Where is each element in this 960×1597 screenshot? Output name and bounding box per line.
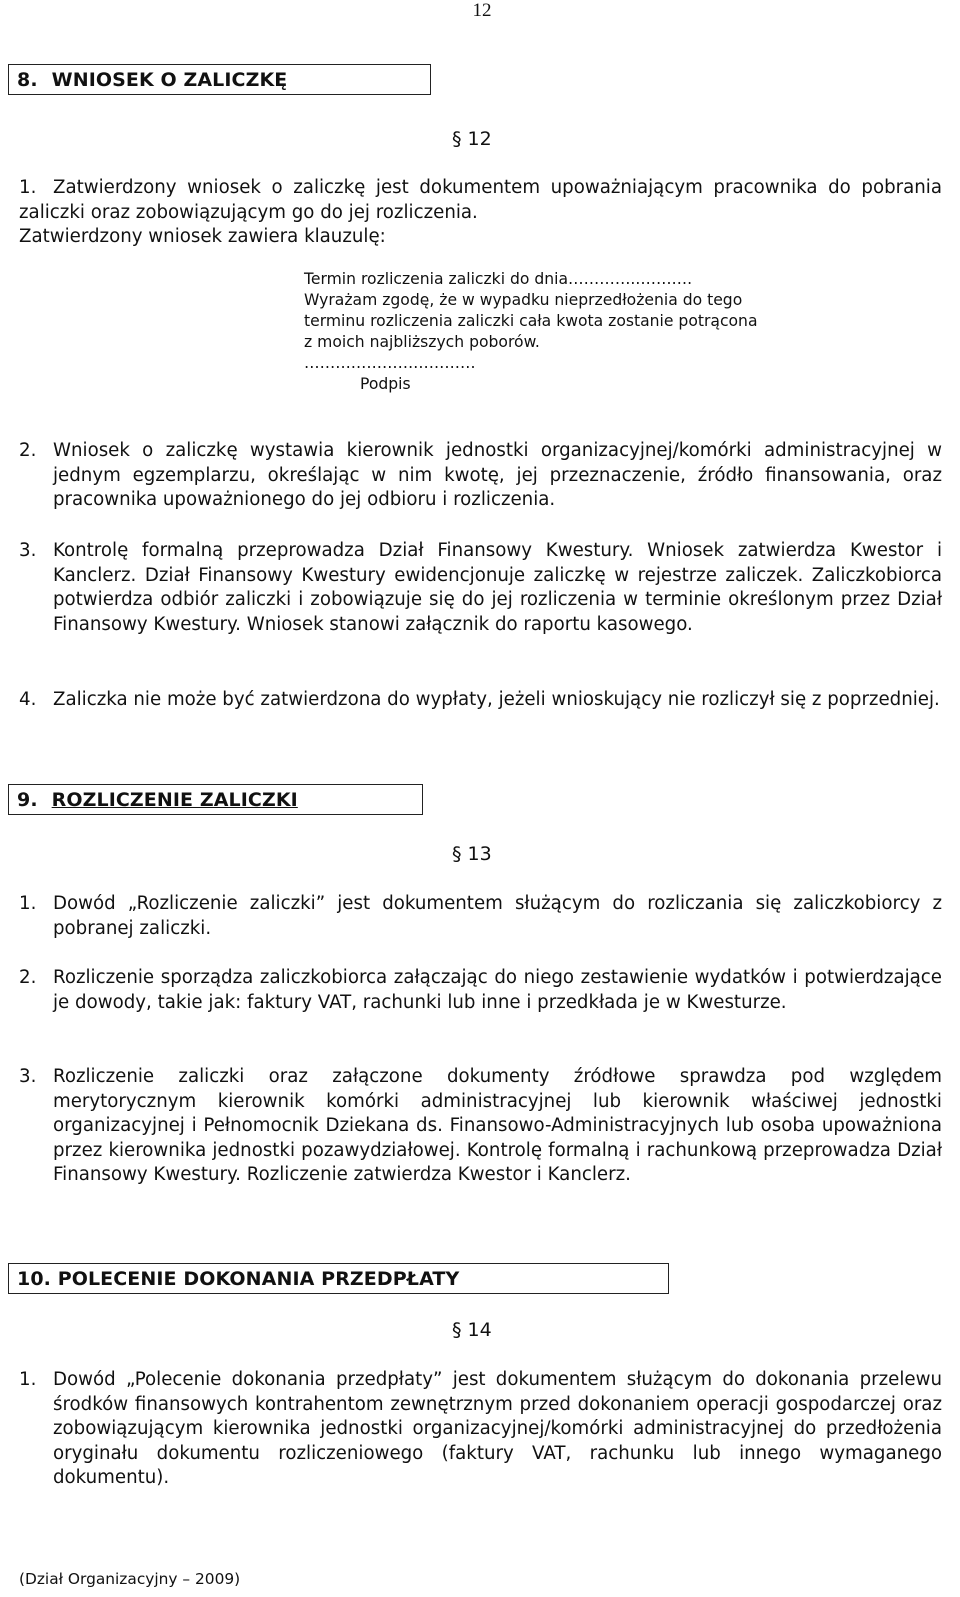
item-text: Zatwierdzony wniosek o zaliczkę jest dokumentem upoważniającym pracownika do pobrania zaliczki oraz zobowiązującym go do jej rozliczenia. [19,177,942,223]
section-8-item-1 [19,176,942,250]
item-number: 1. [19,1369,37,1390]
section-9-paragraph: § 13 [452,843,492,865]
section-8-number: 8. [17,69,38,91]
section-9-number: 9. [17,789,38,811]
item-number: 2. [19,440,37,461]
section-8-header [8,64,431,95]
section-8-title: WNIOSEK O ZALICZKĘ [51,69,288,91]
section-8-item-2 [19,439,942,513]
clause-box [304,269,758,395]
clause-line-3: terminu rozliczenia zaliczki cała kwota zostanie potrącona [304,312,758,330]
item-text: Dowód „Rozliczenie zaliczki” jest dokumentem służącym do rozliczania się zaliczkobiorcy z pobranej zaliczki. [53,893,942,939]
clause-signature-dots: …………………………… [304,354,476,372]
section-8-paragraph: § 12 [452,128,492,150]
item-number: 1. [19,893,37,914]
clause-signature-label: Podpis [360,375,411,393]
section-9-item-3 [19,1065,942,1188]
section-10-header [8,1263,669,1294]
section-9-title: ROZLICZENIE ZALICZKI [51,789,298,811]
item-text: Rozliczenie zaliczki oraz załączone dokumenty źródłowe sprawdza pod względem merytorycznym kierownik komórki administracyjnej lub kierownik właściwej jednostki organizacyjnej i Pełnomocnik Dziekana ds. Finansowo-Administracyjnych lub osoba upoważniona przez kierownika jednostki pozawydziałowej. Kontrolę formalną i rachunkową przeprowadza Dział Finansowy Kwestury. Rozliczenie zatwierdza Kwestor i Kanclerz. [53,1066,942,1185]
section-8-item-3 [19,539,942,637]
item-number: 3. [19,1066,37,1087]
item-number: 3. [19,540,37,561]
item-text: Dowód „Polecenie dokonania przedpłaty” jest dokumentem służącym do dokonania przelewu środków finansowych kontrahentom zewnętrznym przed dokonaniem operacji gospodarczej oraz zobowiązującym kierownika jednostki organizacyjnej/komórki administracyjnej do przedłożenia oryginału dokumentu rozliczeniowego (faktury VAT, rachunku lub innego wymaganego dokumentu). [53,1369,942,1488]
clause-line-2: Wyrażam zgodę, że w wypadku nieprzedłożenia do tego [304,291,743,309]
section-9-item-2 [19,966,942,1015]
item-number: 2. [19,967,37,988]
clause-line-4: z moich najbliższych poborów. [304,333,540,351]
item-text: Zaliczka nie może być zatwierdzona do wypłaty, jeżeli wnioskujący nie rozliczył się z poprzedniej. [53,689,940,710]
item-text: Wniosek o zaliczkę wystawia kierownik jednostki organizacyjnej/komórki administracyjnej w jednym egzemplarzu, określając w nim kwotę, jej przeznaczenie, źródło finansowania, oraz pracownika upoważnionego do jej odbioru i rozliczenia. [53,440,942,510]
section-10-paragraph: § 14 [452,1319,492,1341]
item-number: 4. [19,689,37,710]
item-text: Rozliczenie sporządza zaliczkobiorca załączając do niego zestawienie wydatków i potwierdzające je dowody, takie jak: faktury VAT, rachunki lub inne i przedkłada je w Kwesturze. [53,967,942,1013]
section-10-number: 10. [17,1268,51,1290]
footer: (Dział Organizacyjny – 2009) [19,1570,241,1588]
clause-line-1: Termin rozliczenia zaliczki do dnia…………..………. [304,270,693,288]
section-10-title: POLECENIE DOKONANIA PRZEDPŁATY [57,1268,460,1290]
item-number: 1. [19,177,37,198]
section-9-header [8,784,423,815]
item-text-2: Zatwierdzony wniosek zawiera klauzulę: [19,226,386,247]
section-8-item-4 [19,688,942,713]
section-9-item-1 [19,892,942,941]
section-10-item-1 [19,1368,942,1491]
page-number: 12 [472,0,492,21]
item-text: Kontrolę formalną przeprowadza Dział Finansowy Kwestury. Wniosek zatwierdza Kwestor i Kanclerz. Dział Finansowy Kwestury ewidencjonuje zaliczkę w rejestrze zaliczek. Zaliczkobiorca potwierdza odbiór zaliczki i zobowiązuje się do jej rozliczenia w terminie określonym przez Dział Finansowy Kwestury. Wniosek stanowi załącznik do raportu kasowego. [53,540,942,635]
